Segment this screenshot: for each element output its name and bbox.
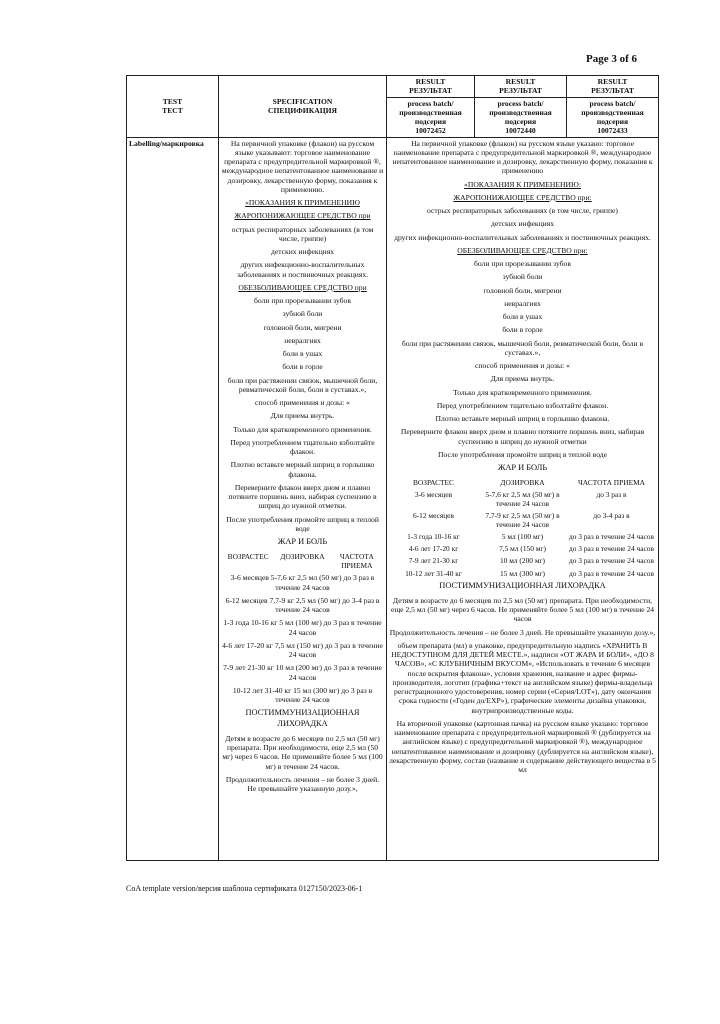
spec-dose-head-cell: ДОЗИРОВКА: [280, 552, 325, 562]
result-dose-cell: 4-6 лет 17-20 кг: [408, 544, 459, 554]
spec-dose-row: 7-9 лет 21-30 кг 10 мл (200 мг) до 3 раз в течение 24 часов: [223, 663, 382, 682]
result-post-paragraph: Детям в возрасте до 6 месяцев по 2,5 мл (50 мг) препарата. При необходимости, еще 2,5 мл (50 мг) через 6 часов. Не применяйте более 5 мл (100 мг) в течение 24 часов: [390, 595, 655, 624]
spec-paragraph: ЖАР И БОЛЬ: [277, 537, 328, 546]
result-paragraph: способ применения и дозы: «: [475, 361, 570, 370]
spec-paragraph: других инфекционно-воспалительных заболеваниях и поствивочных реакциях.: [236, 260, 369, 279]
result-dose-cell: 15 мл (300 мг): [499, 568, 545, 578]
result-post-title: ПОСТИММУНИЗАЦИОННАЯ ЛИХОРАДКА: [439, 580, 606, 590]
specification-header: SPECIFICATION СПЕЦИФИКАЦИЯ: [219, 76, 387, 138]
result-paragraph: Перед употреблением тщательно взболтайте флакон.: [436, 400, 609, 410]
result-dose-cell: до 3 раз в течение 24 часов: [569, 544, 654, 554]
result-dose-row: [389, 511, 656, 529]
result-dose-cell: до 3 раз в: [596, 490, 627, 500]
result-dose-header: [389, 478, 656, 487]
spec-paragraph: Перед употреблением тщательно взболтайте флакон.: [230, 437, 375, 456]
result-cell: [387, 137, 659, 860]
spec-paragraph: боли при растяжении связок, мышечной боли, ревматической боли, боли в суставах.»,: [227, 375, 378, 394]
result-dose-cell: 1-3 года 10-16 кг: [407, 532, 460, 542]
spec-paragraph: После употребления промойте шприц в теплой воде: [226, 514, 379, 533]
spec-post-paragraph: Продолжительность лечения – не более 3 дней. Не превышайте указанную дозу.»,: [225, 774, 380, 794]
result-header-2: RESULT РЕЗУЛЬТАТ: [475, 76, 567, 98]
spec-paragraph: Для приема внутрь.: [270, 411, 335, 421]
batch-header-1: process batch/ производственная подсерия 10072452: [387, 97, 475, 137]
result-dose-cell: 7-9 лет 21-30 кг: [408, 556, 459, 566]
footer-template-version: CoA template version/версия шаблона сертификата 0127150/2023-06-1: [126, 884, 363, 893]
test-name: Labelling/маркировка: [127, 137, 219, 860]
result-dose-cell: 10 мл (200 мг): [499, 556, 545, 566]
spec-paragraph: «ПОКАЗАНИЯ К ПРИМЕНЕНИЮ: [245, 198, 360, 207]
spec-dose-row: 3-6 месяцев 5-7,6 кг 2,5 мл (50 мг) до 3 раз в течение 24 часов: [230, 573, 375, 592]
spec-paragraph: зубной боли: [282, 309, 323, 319]
page-number: Page 3 of 6: [586, 53, 638, 65]
result-paragraph: боли в ушах: [502, 312, 543, 321]
result-paragraph: Переверните флакон вверх дном и плавно потяните поршень вниз, набирая суспензию в шприц до нужной отметки: [400, 427, 645, 446]
spec-dose-head-cell: ВОЗРАСТЕС: [227, 552, 269, 562]
result-dose-cell: 7,7-9 кг 2,5 мл (50 мг) в течение 24 часов: [485, 511, 560, 530]
spec-paragraph: невралгиях: [284, 335, 321, 345]
test-header: TEST ТЕСТ: [127, 76, 219, 138]
result-dose-cell: 5-7,6 кг 2,5 мл (50 мг) в течение 24 часов: [485, 490, 560, 509]
result-dose-head-cell: ЧАСТОТА ПРИЕМА: [578, 478, 645, 488]
spec-dose-row: 10-12 лет 31-40 кг 15 мл (300 мг) до 3 раз в течение 24 часов: [232, 685, 373, 705]
result-dose-cell: 5 мл (100 мг): [501, 532, 544, 542]
labelling-row: [127, 137, 659, 860]
result-dose-cell: до 3 раз в течение 24 часов: [569, 556, 654, 566]
result-paragraph: головной боли, мигрени: [483, 285, 562, 295]
result-dose-row: [389, 532, 656, 541]
result-paragraph: боли при прорезывании зубов: [474, 259, 571, 268]
spec-paragraph: Переверните флакон вверх дном и плавно потяните поршень вниз, набирая суспензию в шприц до нужной отметки.: [228, 482, 377, 511]
result-dose-row: [389, 544, 656, 553]
spec-paragraph: способ применения и дозы: «: [255, 398, 350, 407]
spec-dose-head-cell: ЧАСТОТА ПРИЕМА: [339, 552, 374, 571]
result-paragraph: Только для кратковременного применения.: [453, 387, 592, 397]
spec-dose-row: 1-3 года 10-16 кг 5 мл (100 мг) до 3 раз в течение 24 часов: [223, 618, 382, 637]
result-header-3: RESULT РЕЗУЛЬТАТ: [567, 76, 659, 98]
spec-paragraph: боли в горле: [282, 362, 323, 372]
spec-dose-header: [221, 552, 384, 570]
spec-post-paragraph: Детям в возрасте до 6 месяцев по 2,5 мл (50 мг) препарата. При необходимости, еще 2,5 мл (50 мг) через 6 часов. Не применяйте более 5 мл (100 мг) в течение 24 часов.: [222, 733, 383, 771]
result-paragraph: зубной боли: [502, 272, 543, 282]
spec-dose-row: 6-12 месяцев 7,7-9 кг 2,5 мл (50 мг) до 3-4 раз в течение 24 часов: [225, 595, 380, 615]
spec-post-title: ПОСТИММУНИЗАЦИОННАЯ ЛИХОРАДКА: [245, 708, 360, 728]
result-paragraph: острых респираторных заболеваниях (в том числе, гриппе): [427, 206, 618, 215]
result-paragraph: детских инфекциях: [491, 219, 554, 229]
result-post-paragraph: На вторичной упаковке (картонная пачка) на русском языке указано: торговое наименование препарата с предупредительной маркировкой ® (дублируется на английском языке) с предупредительной маркировкой ®), международное непатентованное наименование и дозировку (дублируется на английском языке), лекарственную форму, состав (название и содержание действующего вещества в 5 мл: [389, 718, 656, 775]
coa-table: [126, 75, 659, 861]
spec-paragraph: На первичной упаковке (флакон) на русском языке указывают: торговое наименование препарата с предупредительной маркировкой ®, международное непатентованное наименование и дозировку, лекарственную форму, показания к применению.: [221, 138, 384, 194]
batch-header-2: process batch/ производственная подсерия 10072440: [475, 97, 567, 137]
result-dose-cell: до 3-4 раз в: [593, 511, 630, 521]
result-dose-cell: до 3 раз в течение 24 часов: [569, 532, 654, 542]
result-paragraph: Плотно вставьте мерный шприц в горлышко флакона.: [435, 414, 610, 423]
spec-paragraph: боли в ушах: [282, 349, 323, 358]
result-paragraph: невралгиях: [504, 298, 541, 308]
result-dose-row: [389, 556, 656, 565]
result-header-1: RESULT РЕЗУЛЬТАТ: [387, 76, 475, 98]
result-paragraph: боли в горле: [502, 325, 543, 335]
batch-header-3: process batch/ производственная подсерия 10072433: [567, 97, 659, 137]
spec-paragraph: Плотно вставьте мерный шприц в горлышко флакона.: [230, 460, 375, 479]
result-dose-head-cell: ДОЗИРОВКА: [500, 478, 545, 488]
result-paragraph: После употребления промойте шприц в теплой воде: [437, 449, 608, 459]
spec-dose-row: 4-6 лет 17-20 кг 7,5 мл (150 мг) до 3 раз в течение 24 часов: [222, 640, 383, 660]
spec-paragraph: головной боли, мигрени: [263, 322, 342, 332]
result-dose-cell: до 3 раз в течение 24 часов: [569, 568, 654, 578]
spec-paragraph: ОБЕЗБОЛИВАЮЩЕЕ СРЕДСТВО при: [238, 282, 367, 292]
result-paragraph: боли при растяжении связок, мышечной боли, ревматической боли, боли в суставах.»,: [401, 338, 644, 357]
spec-paragraph: Только для кратковременного применения.: [233, 424, 372, 434]
result-paragraph: ОБЕЗБОЛИВАЮЩЕЕ СРЕДСТВО при:: [457, 245, 588, 255]
result-paragraph: ЖАРОПОНИЖАЮЩЕЕ СРЕДСТВО при:: [453, 192, 592, 202]
result-dose-cell: 7,5 мл (150 мг): [499, 544, 546, 554]
result-paragraph: Для приема внутрь.: [490, 374, 555, 384]
spec-paragraph: детских инфекциях: [271, 247, 334, 256]
spec-paragraph: боли при прорезывании зубов: [254, 296, 351, 305]
result-dose-cell: 6-12 месяцев: [413, 511, 454, 521]
spec-paragraph: острых респираторных заболеваниях (в том числе, гриппе): [231, 224, 374, 243]
header-row-1: [127, 76, 659, 98]
result-post-paragraph: объем препарата (мл) в упаковке, предупредительную надпись «ХРАНИТЬ В НЕДОСТУПНОМ ДЛЯ ДЕТЕЙ МЕСТЕ.», надписи «ОТ ЖАРА И БОЛИ», «ДО 8 ЧАСОВ», «С КЛУБНИЧНЫМ ВКУСОМ», «Использовать в течение 6 месяцев после вскрытия флакона», условия хранения, название и адрес фирмы-производителя, логотип (графика+текст на английском языке) фирмы-владельца регистрационного удостоверения, номер серии («Серия/LOT»), дату окончания срока годности («Годен до/EXP»), графические элементы дизайна упаковки, внутрипроизводственные коды.: [391, 640, 654, 715]
result-dose-row: [389, 490, 656, 508]
result-paragraph: На первичной упаковке (флакон) на русском языке указано: торговое наименование препарата с предупредительной маркировкой ®, международное непатентованное наименование и дозировку, лекарственную форму, показания к применению: [392, 138, 653, 176]
specification-cell: [219, 137, 387, 860]
result-dose-cell: 3-6 месяцев: [414, 490, 453, 500]
result-dose-cell: 10-12 лет 31-40 кг: [405, 568, 462, 578]
result-dose-head-cell: ВОЗРАСТЕС: [413, 478, 454, 488]
result-paragraph: других инфекционно-воспалительных заболеваниях и поствивочных реакциях.: [394, 232, 651, 242]
result-paragraph: ЖАР И БОЛЬ: [497, 463, 548, 472]
result-paragraph: «ПОКАЗАНИЯ К ПРИМЕНЕНИЮ:: [464, 179, 581, 189]
result-dose-row: [389, 569, 656, 578]
result-post-paragraph: Продолжительность лечения – не более 3 дней. Не превышайте указанную дозу.»,: [389, 627, 656, 637]
spec-paragraph: ЖАРОПОНИЖАЮЩЕЕ СРЕДСТВО при: [234, 211, 371, 221]
